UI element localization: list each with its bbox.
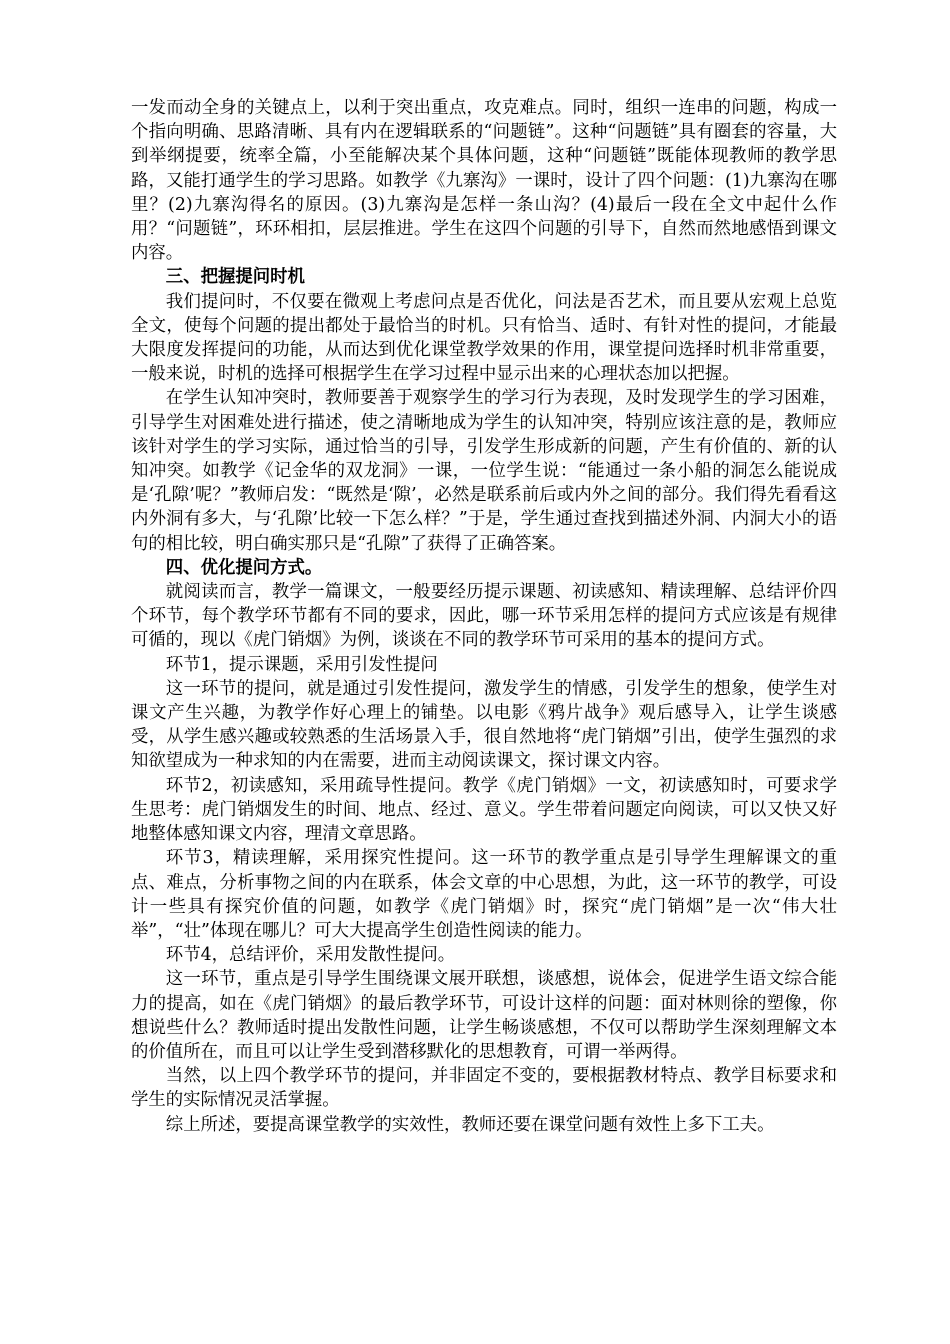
paragraph-stage-1-title: 环节1，提示课题，采用引发性提问 <box>165 654 438 675</box>
paragraph-methods-intro: 就阅读而言，教学一篇课文，一般要经历提示课题、初读感知、精读理解、总结评价四个环节，每个教学环节都有不同的要求，因此，哪一环节采用怎样的提问方式应该是有规律可循的，现以《虎门销烟》为例，谈谈在不同的教学环节可采用的基本的提问方式。 <box>131 582 837 651</box>
paragraph-stage-3: 环节3，精读理解，采用探究性提问。这一环节的教学重点是引导学生理解课文的重点、难点，分析事物之间的内在联系，体会文章的中心思想，为此，这一环节的教学，可设计一些具有探究价值的问题，如教学《虎门销烟》时，探究“虎门销烟”是一次“伟大壮举”，“壮”体现在哪儿？可大大提高学生创造性阅读的能力。 <box>131 848 837 941</box>
document-page <box>131 96 837 1137</box>
section-heading-methods: 四、优化提问方式。 <box>165 557 323 578</box>
paragraph-timing-intro: 我们提问时，不仅要在微观上考虑问点是否优化，问法是否艺术，而且要从宏观上总览全文，使每个问题的提出都处于最恰当的时机。只有恰当、适时、有针对性的提问，才能最大限度发挥提问的功能，从而达到优化课堂教学效果的作用，课堂提问选择时机非常重要，一般来说，时机的选择可根据学生在学习过程中显示出来的心理状态加以把握。 <box>131 291 837 385</box>
paragraph-flexibility-note: 当然，以上四个教学环节的提问，并非固定不变的，要根据教材特点、教学目标要求和学生的实际情况灵活掌握。 <box>131 1066 837 1111</box>
paragraph-stage-4-title: 环节4，总结评价，采用发散性提问。 <box>165 945 456 966</box>
paragraph-stage-2: 环节2，初读感知，采用疏导性提问。教学《虎门销烟》一文，初读感知时，可要求学生思考：虎门销烟发生的时间、地点、经过、意义。学生带着问题定向阅读，可以又快又好地整体感知课文内容，理清文章思路。 <box>131 775 837 845</box>
paragraph-stage-4-body: 这一环节，重点是引导学生围绕课文展开联想，谈感想，说体会，促进学生语文综合能力的提高，如在《虎门销烟》的最后教学环节，可设计这样的问题：面对林则徐的塑像，你想说些什么？教师适时提出发散性问题，让学生畅谈感想，不仅可以帮助学生深刻理解文本的价值所在，而且可以让学生受到潜移默化的思想教育，可谓一举两得。 <box>131 969 837 1062</box>
paragraph-cognitive-conflict: 在学生认知冲突时，教师要善于观察学生的学习行为表现，及时发现学生的学习困难，引导学生对困难处进行描述，使之清晰地成为学生的认知冲突，特别应该注意的是，教师应该针对学生的学习实际，通过恰当的引导，引发学生形成新的问题，产生有价值的、新的认知冲突。如教学《记金华的双龙洞》一课，一位学生说：“能通过一条小船的洞怎么能说成是‘孔隙’呢？”教师启发：“既然是‘隙’，必然是联系前后或内外之间的部分。我们得先看看这内外洞有多大，与‘孔隙’比较一下怎么样？”于是，学生通过查找到描述外洞、内洞大小的语句的相比较，明白确实那只是“孔隙”了获得了正确答案。 <box>131 388 837 554</box>
paragraph-problem-chain: 一发而动全身的关键点上，以利于突出重点，攻克难点。同时，组织一连串的问题，构成一个指向明确、思路清晰、具有内在逻辑联系的“问题链”。这种“问题链”具有圈套的容量，大到举纲提要，统率全篇，小至能解决某个具体问题，这种“问题链”既能体现教师的教学思路，又能打通学生的学习思路。如教学《九寨沟》一课时，设计了四个问题：(1)九寨沟在哪里？(2)九寨沟得名的原因。(3)九寨沟是怎样一条山沟？(4)最后一段在全文中起什么作用？“问题链”，环环相扣，层层推进。学生在这四个问题的引导下，自然而然地感悟到课文内容。 <box>131 98 837 264</box>
paragraph-stage-1-body: 这一环节的提问，就是通过引发性提问，激发学生的情感，引发学生的想象，使学生对课文产生兴趣，为教学作好心理上的铺垫。以电影《鸦片战争》观后感导入，让学生谈感受，从学生感兴趣或较熟悉的生活场景入手，很自然地将“虎门销烟”引出，使学生强烈的求知欲望成为一种求知的内在需要，进而主动阅读课文，探讨课文内容。 <box>131 678 837 772</box>
section-heading-timing: 三、把握提问时机 <box>165 267 305 288</box>
paragraph-conclusion: 综上所述，要提高课堂教学的实效性，教师还要在课堂问题有效性上多下工夫。 <box>165 1114 775 1135</box>
